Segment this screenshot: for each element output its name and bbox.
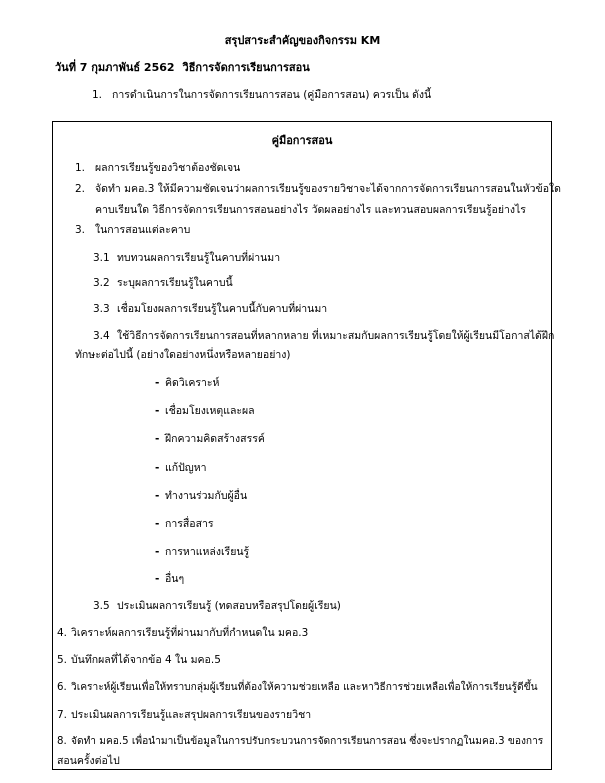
bullet-text: เชื่อมโยงเหตุและผล [165, 405, 255, 417]
item-continuation: คาบเรียนใด วิธีการจัดการเรียนการสอนอย่างไร วัดผลอย่างไร และทวนสอบผลการเรียนรู้อย่างไร [95, 204, 526, 216]
bullet-item [155, 459, 207, 476]
item-text: ผลการเรียนรู้ของวิชาต้องชัดเจน [95, 162, 241, 174]
bullet-text: แก้ปัญหา [165, 462, 207, 474]
sub-item [93, 300, 327, 317]
bullet-item [155, 515, 214, 532]
intro-item [92, 86, 431, 103]
sub-item-text: ระบุผลการเรียนรู้ในคาบนี้ [117, 277, 233, 289]
bullet-item [155, 430, 265, 447]
item-number: 8. [57, 736, 67, 747]
item-number: 2. [75, 183, 86, 195]
bullet-item [155, 570, 184, 587]
sub-item [93, 597, 341, 614]
sub-item [93, 249, 280, 266]
bullet-text: อื่นๆ [165, 573, 185, 585]
bullet-text: คิดวิเคราะห์ [165, 377, 220, 389]
item-text: วิเคราะห์ผู้เรียนเพื่อให้ทราบกลุ่มผู้เรียนที่ต้องให้ความช่วยเหลือ และหาวิธีการช่วยเหลือเพื่อให้การเรียนรู้ดีขึ้น [71, 682, 538, 693]
item-number: 5. [57, 654, 68, 666]
item-number: 1. [75, 162, 86, 174]
item-text: วิเคราะห์ผลการเรียนรู้ที่ผ่านมากับที่กำหนดใน มคอ.3 [71, 627, 309, 639]
sub-item-continuation: ทักษะต่อไปนี้ (อย่างใดอย่างหนึ่งหรือหลายอย่าง) [75, 349, 291, 361]
item-number: 6. [57, 682, 67, 693]
sub-item [93, 327, 554, 344]
item-number: 3. [75, 224, 86, 236]
teaching-manual-box [52, 121, 561, 770]
list-item [57, 624, 308, 641]
item-text: จัดทำ มคอ.5 เพื่อนำมาเป็นข้อมูลในการปรับกระบวนการจัดการเรียนการสอน ซึ่งจะปรากฏในมคอ.3 ของการ [71, 736, 544, 747]
bullet-mark: - [155, 490, 160, 502]
intro-number: 1. [92, 89, 103, 101]
bullet-mark: - [155, 433, 160, 445]
bullet-mark: - [155, 462, 160, 474]
bullet-item [155, 402, 255, 419]
sub-item-text: ใช้วิธีการจัดการเรียนการสอนที่หลากหลาย ที่เหมาะสมกับผลการเรียนรู้โดยให้ผู้เรียนมีโอกาสได้ฝึก [117, 330, 555, 342]
list-item [75, 221, 190, 238]
bullet-text: การหาแหล่งเรียนรู้ [165, 546, 250, 558]
item-text: จัดทำ มคอ.3 ให้มีความชัดเจนว่าผลการเรียนรู้ของรายวิชาจะได้จากการจัดการเรียนการสอนในหัวข้อใด [95, 183, 561, 195]
sub-item [93, 274, 233, 291]
item-number: 4. [57, 627, 68, 639]
item-text: บันทึกผลที่ได้จากข้อ 4 ใน มคอ.5 [71, 654, 221, 666]
item-number: 7. [57, 709, 68, 721]
item-text: ในการสอนแต่ละคาบ [95, 224, 191, 236]
sub-item-number: 3.5 [93, 600, 110, 612]
list-item [57, 706, 311, 723]
topic-text: วิธีการจัดการเรียนการสอน [182, 61, 310, 74]
list-item [57, 733, 543, 749]
sub-item-text: ประเมินผลการเรียนรู้ (ทดสอบหรือสรุปโดยผู้เรียน) [117, 600, 341, 612]
manual-title: คู่มือการสอน [271, 134, 333, 147]
date-topic-line [55, 58, 310, 76]
item-continuation: สอนครั้งต่อไป [57, 755, 120, 767]
bullet-text: ทำงานร่วมกับผู้อื่น [165, 490, 248, 502]
sub-item-number: 3.2 [93, 277, 110, 289]
bullet-mark: - [155, 573, 160, 585]
bullet-text: การสื่อสาร [165, 518, 214, 530]
document-title: สรุปสาระสำคัญของกิจกรรม KM [224, 34, 381, 47]
item-text: ประเมินผลการเรียนรู้และสรุปผลการเรียนของรายวิชา [71, 709, 312, 721]
intro-text: การดำเนินการในการจัดการเรียนการสอน (คู่มือการสอน) ควรเป็น ดังนี้ [112, 89, 432, 101]
bullet-text: ฝึกความคิดสร้างสรรค์ [165, 433, 265, 445]
bullet-item [155, 487, 247, 504]
bullet-mark: - [155, 546, 160, 558]
list-item [75, 180, 561, 197]
bullet-item [155, 374, 219, 391]
list-item [57, 679, 538, 695]
list-item [57, 651, 221, 668]
date-text: วันที่ 7 กุมภาพันธ์ 2562 [55, 61, 175, 74]
bullet-mark: - [155, 518, 160, 530]
sub-item-number: 3.4 [93, 330, 110, 342]
sub-item-number: 3.3 [93, 303, 110, 315]
sub-item-text: ทบทวนผลการเรียนรู้ในคาบที่ผ่านมา [117, 252, 281, 264]
sub-item-number: 3.1 [93, 252, 110, 264]
bullet-item [155, 543, 249, 560]
bullet-mark: - [155, 377, 160, 389]
bullet-mark: - [155, 405, 160, 417]
list-item [75, 159, 240, 176]
sub-item-text: เชื่อมโยงผลการเรียนรู้ในคาบนี้กับคาบที่ผ่านมา [117, 303, 328, 315]
